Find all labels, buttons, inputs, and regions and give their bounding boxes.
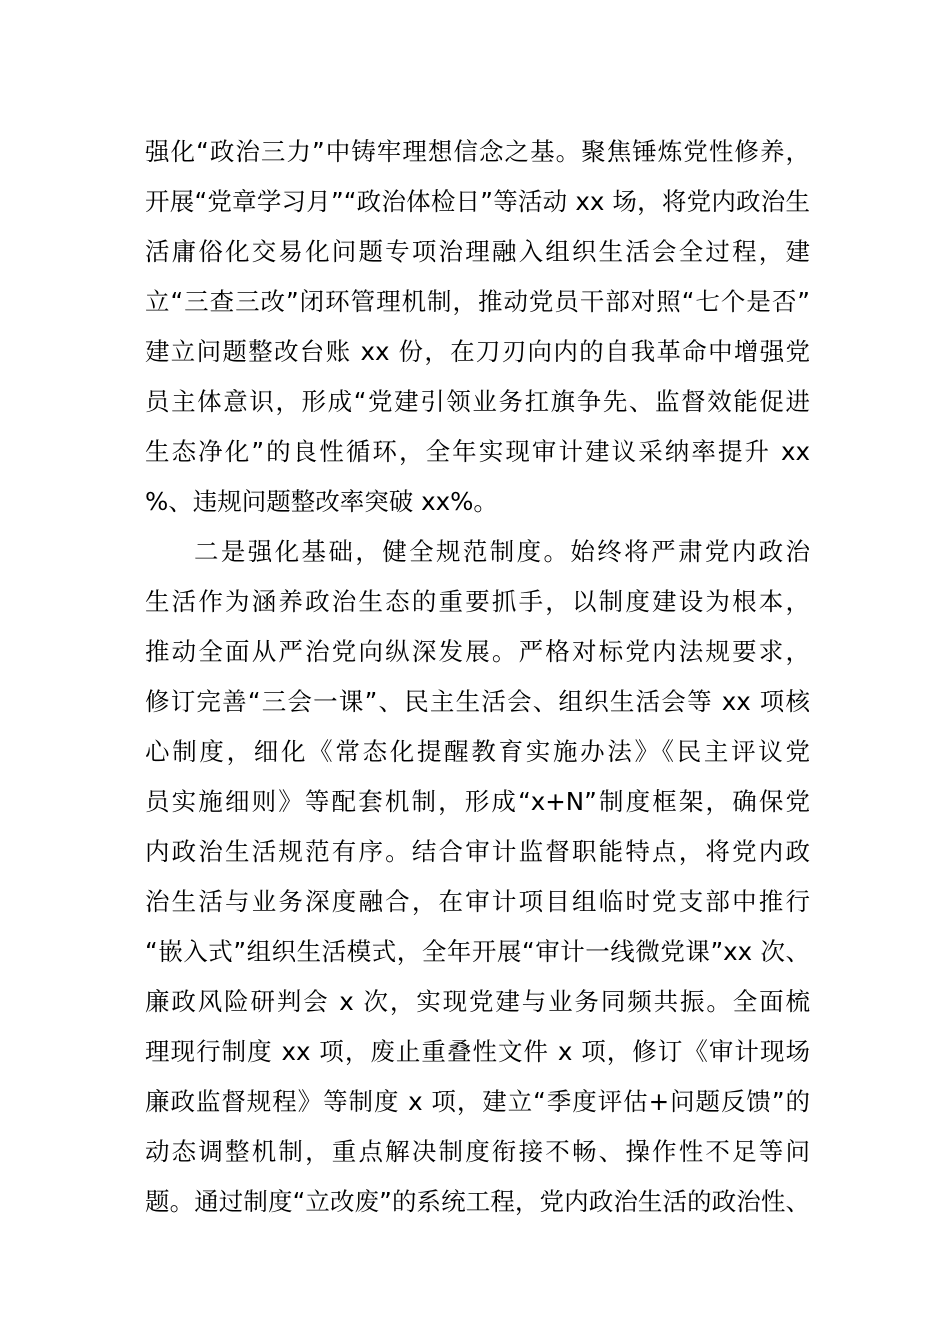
text-line: 强化“政治三力”中铸牢理想信念之基。聚焦锤炼党性修养， <box>145 137 810 166</box>
text-line: 内政治生活规范有序。结合审计监督职能特点，将党内政 <box>145 837 810 866</box>
text-line: 立“三查三改”闭环管理机制，推动党员干部对照“七个是否” <box>145 287 810 316</box>
text-line: 活庸俗化交易化问题专项治理融入组织生活会全过程，建 <box>145 237 810 266</box>
text-line: 员实施细则》等配套机制，形成“x+N”制度框架，确保党 <box>145 787 810 816</box>
text-line: 开展“党章学习月”“政治体检日”等活动 xx 场，将党内政治生 <box>145 187 810 216</box>
text-line: 生活作为涵养政治生态的重要抓手，以制度建设为根本， <box>145 587 810 616</box>
text-line: 心制度，细化《常态化提醒教育实施办法》《民主评议党 <box>145 737 810 766</box>
paragraph-first-line: 二是强化基础，健全规范制度。始终将严肃党内政治 <box>194 537 810 566</box>
text-line: 理现行制度 xx 项，废止重叠性文件 x 项，修订《审计现场 <box>145 1037 810 1066</box>
text-line: 题。通过制度“立改废”的系统工程，党内政治生活的政治性、 <box>145 1187 810 1216</box>
text-line: “嵌入式”组织生活模式，全年开展“审计一线微党课”xx 次、 <box>145 937 810 966</box>
text-line: %、违规问题整改率突破 xx%。 <box>145 487 498 516</box>
text-line: 治生活与业务深度融合，在审计项目组临时党支部中推行 <box>145 887 810 916</box>
text-line: 员主体意识，形成“党建引领业务扛旗争先、监督效能促进 <box>145 387 810 416</box>
text-line: 动态调整机制，重点解决制度衔接不畅、操作性不足等问 <box>145 1137 810 1166</box>
text-line: 修订完善“三会一课”、民主生活会、组织生活会等 xx 项核 <box>145 687 810 716</box>
text-line: 廉政监督规程》等制度 x 项，建立“季度评估+问题反馈”的 <box>145 1087 810 1116</box>
text-line: 生态净化”的良性循环，全年实现审计建议采纳率提升 xx <box>145 437 810 466</box>
body-text <box>145 127 810 1227</box>
text-line: 建立问题整改台账 xx 份，在刀刃向内的自我革命中增强党 <box>145 337 810 366</box>
text-line: 廉政风险研判会 x 次，实现党建与业务同频共振。全面梳 <box>145 987 810 1016</box>
text-line: 推动全面从严治党向纵深发展。严格对标党内法规要求， <box>145 637 810 666</box>
